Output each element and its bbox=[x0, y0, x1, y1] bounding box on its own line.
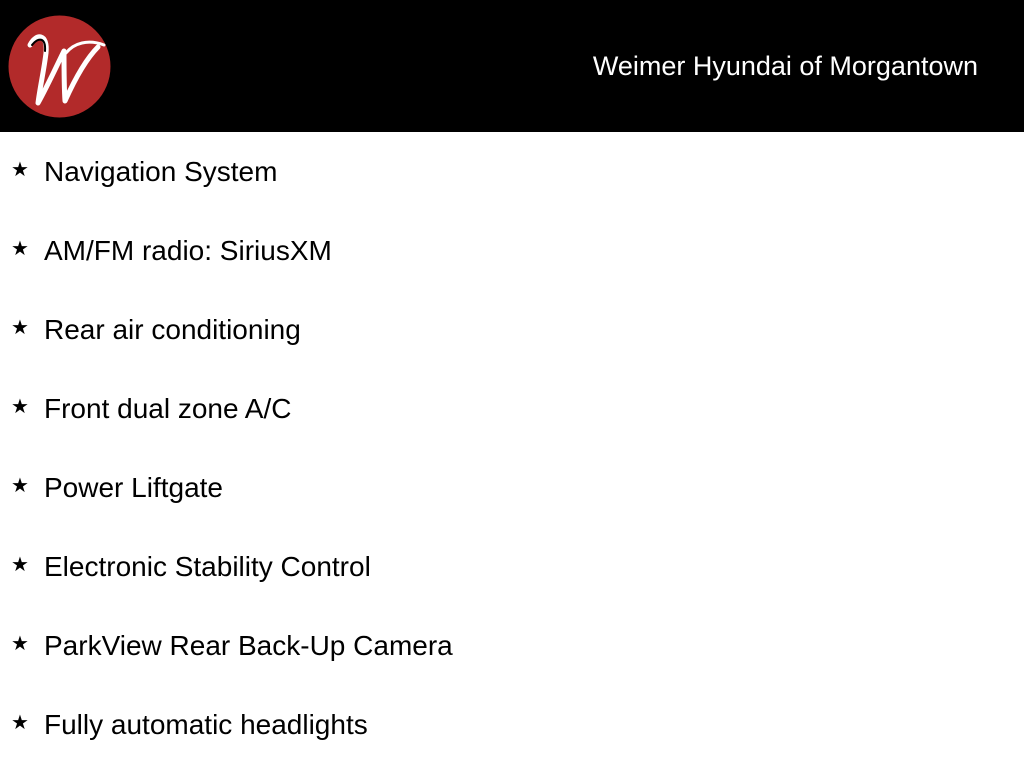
feature-item bbox=[0, 230, 1024, 270]
feature-label: Navigation System bbox=[44, 156, 278, 187]
page-header bbox=[0, 0, 1024, 132]
star-icon: ★ bbox=[11, 631, 29, 655]
feature-label: Power Liftgate bbox=[44, 472, 223, 503]
w-script-logo-icon bbox=[8, 15, 111, 118]
star-icon: ★ bbox=[11, 473, 29, 497]
feature-item bbox=[0, 546, 1024, 586]
star-icon: ★ bbox=[11, 157, 29, 181]
feature-label: Front dual zone A/C bbox=[44, 393, 292, 424]
feature-item bbox=[0, 625, 1024, 665]
star-icon: ★ bbox=[11, 552, 29, 576]
feature-item bbox=[0, 467, 1024, 507]
star-icon: ★ bbox=[11, 315, 29, 339]
feature-item bbox=[0, 704, 1024, 744]
feature-item bbox=[0, 309, 1024, 349]
feature-item bbox=[0, 388, 1024, 428]
feature-label: Electronic Stability Control bbox=[44, 551, 371, 582]
feature-label: Rear air conditioning bbox=[44, 314, 301, 345]
dealer-name: Weimer Hyundai of Morgantown bbox=[592, 51, 978, 81]
star-icon: ★ bbox=[11, 236, 29, 260]
feature-label: Fully automatic headlights bbox=[44, 709, 368, 740]
feature-item bbox=[0, 151, 1024, 191]
star-icon: ★ bbox=[11, 394, 29, 418]
feature-label: ParkView Rear Back-Up Camera bbox=[44, 630, 453, 661]
feature-label: AM/FM radio: SiriusXM bbox=[44, 235, 332, 266]
star-icon: ★ bbox=[11, 710, 29, 734]
